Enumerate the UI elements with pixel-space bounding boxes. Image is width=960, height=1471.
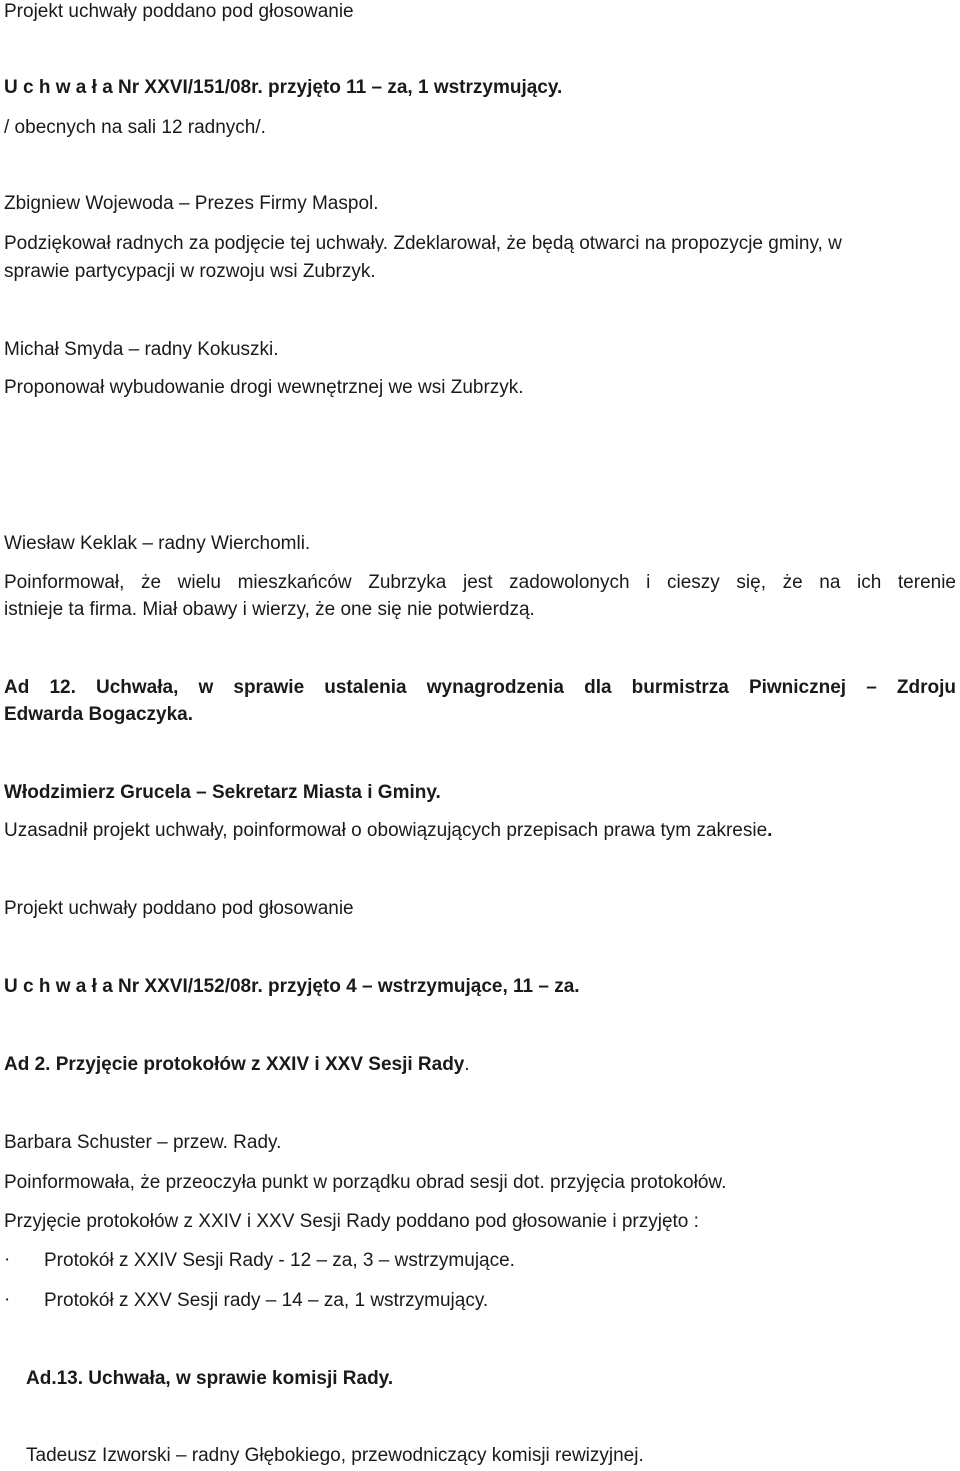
speaker-schuster-text: Poinformowała, że przeoczyła punkt w porządku obrad sesji dot. przyjęcia protokołów.	[4, 1172, 727, 1193]
speaker-grucela-text-end: .	[767, 820, 773, 841]
agenda-item-13: Ad.13. Uchwała, w sprawie komisji Rady.	[26, 1368, 394, 1389]
speaker-schuster: Barbara Schuster – przew. Rady.	[4, 1132, 282, 1153]
paragraph-voting-1: Projekt uchwały poddano pod głosowanie	[4, 1, 354, 22]
bullet-dot-2: ·	[4, 1289, 11, 1310]
paragraph-voting-2: Projekt uchwały poddano pod głosowanie	[4, 898, 354, 919]
speaker-wojewoda-text-1: Podziękował radnych za podjęcie tej uchwały. Zdeklarował, że będą otwarci na propozycje gminy, w	[4, 233, 842, 254]
speaker-wojewoda-text-2: sprawie partycypacji w rozwoju wsi Zubrzyk.	[4, 261, 376, 282]
speaker-keklak: Wiesław Keklak – radny Wierchomli.	[4, 533, 311, 554]
speaker-smyda-text: Proponował wybudowanie drogi wewnętrznej we wsi Zubrzyk.	[4, 377, 524, 398]
bullet-dot-1: ·	[4, 1249, 11, 1270]
speaker-grucela-text	[4, 819, 772, 843]
agenda-item-2-title: Ad 2. Przyjęcie protokołów z XXIV i XXV Sesji Rady	[4, 1054, 465, 1075]
agenda-item-12-line-1: Ad 12. Uchwała, w sprawie ustalenia wynagrodzenia dla burmistrza Piwnicznej – Zdroju	[4, 677, 956, 698]
agenda-item-2-end: .	[464, 1054, 470, 1075]
agenda-item-12-line-2: Edwarda Bogaczyka.	[4, 704, 194, 725]
speaker-keklak-text-2: istnieje ta firma. Miał obawy i wierzy, że one się nie potwierdzą.	[4, 599, 535, 620]
speaker-grucela-text-main: Uzasadnił projekt uchwały, poinformował o obowiązujących przepisach prawa tym zakresie	[4, 820, 768, 841]
speaker-grucela: Włodzimierz Grucela – Sekretarz Miasta i Gminy.	[4, 782, 441, 803]
speaker-keklak-text-1: Poinformował, że wielu mieszkańców Zubrzyka jest zadowolonych i cieszy się, że na ich terenie	[4, 572, 956, 593]
agenda-item-2	[4, 1053, 470, 1077]
bullet-protocol-24: Protokół z XXIV Sesji Rady - 12 – za, 3 – wstrzymujące.	[44, 1250, 515, 1271]
resolution-result-2: U c h w a ł a Nr XXVI/152/08r. przyjęto 4 – wstrzymujące, 11 – za.	[4, 976, 580, 997]
speaker-smyda: Michał Smyda – radny Kokuszki.	[4, 339, 279, 360]
attendance-note: / obecnych na sali 12 radnych/.	[4, 117, 266, 138]
bullet-protocol-25: Protokół z XXV Sesji rady – 14 – za, 1 wstrzymujący.	[44, 1290, 489, 1311]
resolution-result-1: U c h w a ł a Nr XXVI/151/08r. przyjęto 11 – za, 1 wstrzymujący.	[4, 77, 563, 98]
speaker-izworski: Tadeusz Izworski – radny Głębokiego, przewodniczący komisji rewizyjnej.	[26, 1445, 644, 1466]
speaker-wojewoda: Zbigniew Wojewoda – Prezes Firmy Maspol.	[4, 193, 379, 214]
protocols-voting-text: Przyjęcie protokołów z XXIV i XXV Sesji Rady poddano pod głosowanie i przyjęto :	[4, 1211, 699, 1232]
